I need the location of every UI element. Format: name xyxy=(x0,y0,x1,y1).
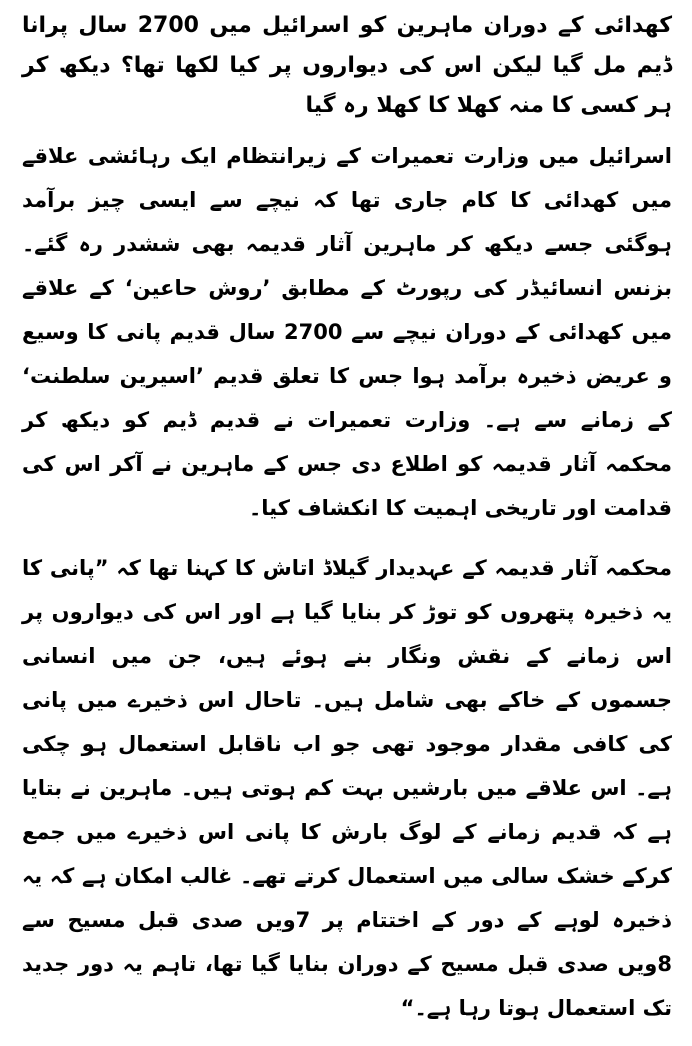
article xyxy=(22,6,672,1046)
article-paragraph: محکمہ آثار قدیمہ کے عہدیدار گیلاڈ اتاش کا کہنا تھا کہ ”پانی کا یہ ذخیرہ پتھروں کو توڑ کر بنایا گیا ہے اور اس کی دیواروں پر اس زمانے کے نقش ونگار بنے ہوئے ہیں، جن میں انسانی جسموں کے خاکے بھی شامل ہیں۔ تاحال اس ذخیرے میں پانی کی کافی مقدار موجود تھی جو اب ناقابل استعمال ہو چکی ہے۔ اس علاقے میں بارشیں بہت کم ہوتی ہیں۔ ماہرین نے بتایا ہے کہ قدیم زمانے کے لوگ بارش کا پانی اس ذخیرے میں جمع کرکے خشک سالی میں استعمال کرتے تھے۔ غالب امکان ہے کہ یہ ذخیرہ لوہے کے دور کے اختتام پر 7ویں صدی قبل مسیح سے 8ویں صدی قبل مسیح کے دوران بنایا گیا تھا، تاہم یہ دور جدید تک استعمال ہوتا رہا ہے۔“ xyxy=(22,556,672,1020)
article-headline: کھدائی کے دوران ماہرین کو اسرائیل میں 2700 سال پرانا ڈیم مل گیا لیکن اس کی دیواروں پر کیا لکھا تھا؟ دیکھ کر ہر کسی کا منہ کھلا کا کھلا رہ گیا xyxy=(22,13,672,118)
article-paragraph: اسرائیل میں وزارت تعمیرات کے زیرانتظام ایک رہائشی علاقے میں کھدائی کا کام جاری تھا کہ نیچے سے ایسی چیز برآمد ہوگئی جسے دیکھ کر ماہرین آثار قدیمہ بھی ششدر رہ گئے۔ بزنس انسائیڈر کی رپورٹ کے مطابق ’روش حاعین‘ کے علاقے میں کھدائی کے دوران نیچے سے 2700 سال قدیم پانی کا وسیع و عریض ذخیرہ برآمد ہوا جس کا تعلق قدیم ’اسیرین سلطنت‘ کے زمانے سے ہے۔ وزارت تعمیرات نے قدیم ڈیم کو دیکھ کر محکمہ آثار قدیمہ کو اطلاع دی جس کے ماہرین نے آکر اس کی قدامت اور تاریخی اہمیت کا انکشاف کیا۔ xyxy=(22,144,672,520)
